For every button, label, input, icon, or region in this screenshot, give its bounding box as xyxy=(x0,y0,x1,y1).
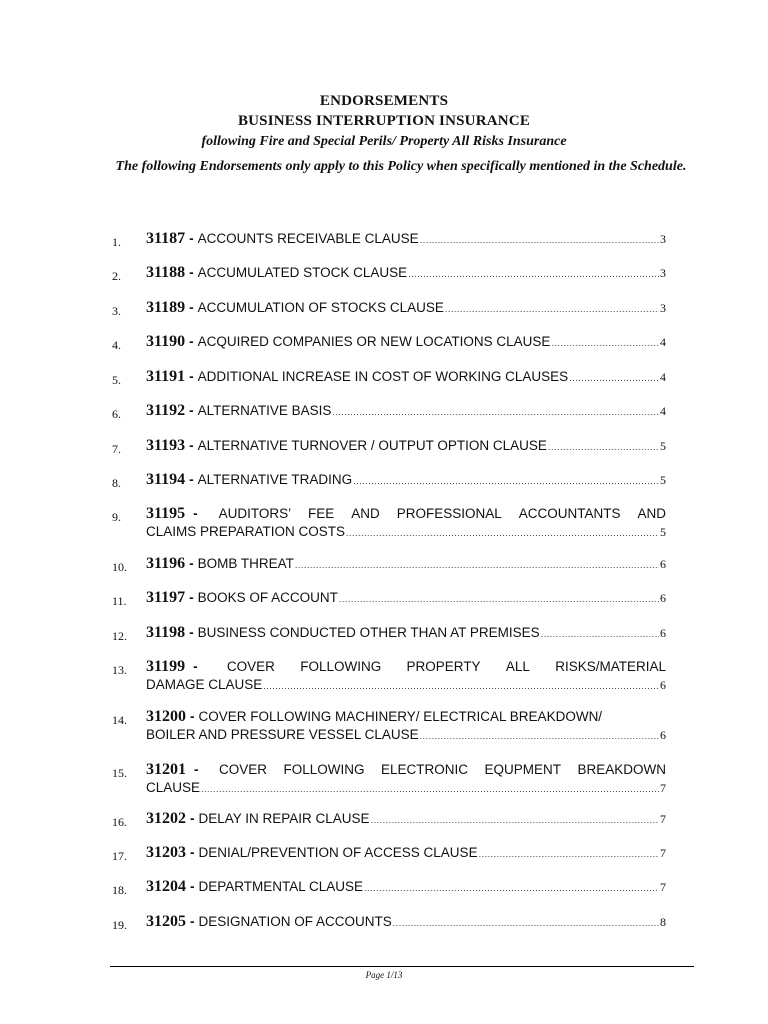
entry-code: 31205 xyxy=(146,913,186,930)
entry-page: 6 xyxy=(660,626,666,640)
entry-dash: - xyxy=(189,403,194,418)
entry-dash: - xyxy=(189,265,194,280)
entry-number: 11. xyxy=(112,594,127,608)
entry-title-continuation: CLAUSE xyxy=(146,780,201,795)
entry-page: 8 xyxy=(660,915,666,929)
entry-title-word: FOLLOWING xyxy=(300,659,382,674)
entry-code: 31187 xyxy=(146,230,186,247)
entry-number: 4. xyxy=(112,338,121,352)
entry-title-word: AND xyxy=(637,506,666,521)
entry-page: 7 xyxy=(660,812,666,826)
dot-leader xyxy=(371,815,659,825)
entry-dash: - xyxy=(189,590,194,605)
entry-title-word: ELECTRONIC xyxy=(380,762,468,777)
entry-title: DEPARTMENTAL CLAUSE xyxy=(198,879,364,894)
page-number: Page 1/13 xyxy=(365,970,403,980)
dot-leader xyxy=(420,731,659,741)
entry-title: ADDITIONAL INCREASE IN COST OF WORKING CLAUSES xyxy=(197,369,569,384)
entry-title: ALTERNATIVE BASIS xyxy=(197,403,332,418)
entry-dash: - xyxy=(189,334,194,349)
entry-title: ACQUIRED COMPANIES OR NEW LOCATIONS CLAUSE xyxy=(197,334,551,349)
entry-number: 13. xyxy=(112,663,127,677)
entry-title-word: ACCOUNTANTS xyxy=(518,506,621,521)
entry-title: BUSINESS CONDUCTED OTHER THAN AT PREMISES xyxy=(197,625,540,640)
dot-leader xyxy=(201,784,659,794)
entry-title-continuation: CLAIMS PREPARATION COSTS xyxy=(146,524,346,539)
entry-code: 31189 xyxy=(146,299,186,316)
dot-leader xyxy=(332,407,659,417)
entry-title-word: FEE xyxy=(308,506,335,521)
entry-number: 5. xyxy=(112,373,121,387)
entry-code: 31193 xyxy=(146,437,186,454)
entry-dash: - xyxy=(190,709,195,724)
entry-number: 7. xyxy=(112,442,121,456)
entry-page: 3 xyxy=(660,266,666,280)
entry-code: 31204 xyxy=(146,878,186,895)
document-title: ENDORSEMENTS xyxy=(319,93,449,109)
entry-title: ALTERNATIVE TURNOVER / OUTPUT OPTION CLAUSE xyxy=(197,438,547,453)
entry-dash: - xyxy=(189,472,194,487)
entry-dash: - xyxy=(190,914,195,929)
entry-page: 7 xyxy=(660,880,666,894)
entry-title-word: COVER xyxy=(226,659,275,674)
entry-number: 14. xyxy=(112,713,127,727)
dot-leader xyxy=(569,373,659,383)
dot-leader xyxy=(479,849,659,859)
dot-leader xyxy=(548,442,659,452)
entry-number: 15. xyxy=(112,766,127,780)
dot-leader xyxy=(408,269,659,279)
dot-leader xyxy=(364,883,659,893)
entry-page: 3 xyxy=(660,232,666,246)
entry-code: 31198 xyxy=(146,624,186,641)
entry-page: 4 xyxy=(660,404,666,418)
dot-leader xyxy=(263,681,659,691)
entry-title: ACCUMULATED STOCK CLAUSE xyxy=(197,265,408,280)
dot-leader xyxy=(551,338,659,348)
entry-page: 6 xyxy=(660,591,666,605)
entry-number: 19. xyxy=(112,918,127,932)
entry-dash: - xyxy=(189,556,194,571)
entry-code: 31200 xyxy=(146,708,186,725)
entry-dash: - xyxy=(189,625,194,640)
entry-title-word: AND xyxy=(351,506,380,521)
entry-code: 31191 xyxy=(146,368,186,385)
entry-dash: - xyxy=(194,762,199,777)
entry-code: 31192 xyxy=(146,402,186,419)
entry-code: 31197 xyxy=(146,589,186,606)
entry-dash: - xyxy=(190,845,195,860)
entry-page: 5 xyxy=(660,439,666,453)
entry-page: 6 xyxy=(660,678,666,692)
dot-leader xyxy=(393,918,659,928)
entry-code: 31201 xyxy=(146,761,186,778)
entry-number: 1. xyxy=(112,235,121,249)
entry-title: ACCUMULATION OF STOCKS CLAUSE xyxy=(197,300,444,315)
entry-code: 31199 xyxy=(146,658,186,675)
entry-title-continuation: BOILER AND PRESSURE VESSEL CLAUSE xyxy=(146,727,419,742)
entry-number: 9. xyxy=(112,510,121,524)
entry-title-word: FOLLOWING xyxy=(283,762,365,777)
entry-title-word: COVER xyxy=(218,762,267,777)
dot-leader xyxy=(353,476,659,486)
entry-code: 31203 xyxy=(146,844,186,861)
entry-dash: - xyxy=(189,438,194,453)
entry-page: 4 xyxy=(660,335,666,349)
dot-leader xyxy=(445,304,659,314)
entry-title: COVER FOLLOWING MACHINERY/ ELECTRICAL BREAKDOWN/ xyxy=(198,709,603,724)
entry-page: 3 xyxy=(660,301,666,315)
document-subtitle: BUSINESS INTERRUPTION INSURANCE xyxy=(237,113,531,129)
entry-title: DESIGNATION OF ACCOUNTS xyxy=(198,914,392,929)
entry-title: ACCOUNTS RECEIVABLE CLAUSE xyxy=(197,231,419,246)
document-italic-subtitle: following Fire and Special Perils/ Property All Risks Insurance xyxy=(201,134,567,149)
entry-title-word: PROFESSIONAL xyxy=(396,506,502,521)
entry-dash: - xyxy=(193,659,198,674)
entry-page: 6 xyxy=(660,557,666,571)
entry-dash: - xyxy=(190,879,195,894)
entry-title: BOOKS OF ACCOUNT xyxy=(197,590,338,605)
entry-code: 31190 xyxy=(146,333,186,350)
entry-page: 5 xyxy=(660,525,666,539)
entry-title-word: EQUPMENT xyxy=(484,762,561,777)
footer-divider xyxy=(110,966,694,967)
dot-leader xyxy=(541,629,659,639)
entry-title-word: AUDITORS’ xyxy=(218,506,292,521)
entry-code: 31188 xyxy=(146,264,186,281)
entry-dash: - xyxy=(189,231,194,246)
entry-code: 31202 xyxy=(146,810,186,827)
entry-number: 16. xyxy=(112,815,127,829)
entry-number: 12. xyxy=(112,629,127,643)
entry-title-word: RISKS/MATERIAL xyxy=(555,659,666,674)
entry-page: 4 xyxy=(660,370,666,384)
entry-number: 6. xyxy=(112,407,121,421)
entry-page: 6 xyxy=(660,728,666,742)
entry-dash: - xyxy=(189,300,194,315)
entry-title: BOMB THREAT xyxy=(197,556,294,571)
entry-title: ALTERNATIVE TRADING xyxy=(197,472,353,487)
entry-number: 17. xyxy=(112,849,127,863)
entry-dash: - xyxy=(190,811,195,826)
entry-title-continuation: DAMAGE CLAUSE xyxy=(146,677,263,692)
entry-dash: - xyxy=(189,369,194,384)
entry-title: DENIAL/PREVENTION OF ACCESS CLAUSE xyxy=(198,845,478,860)
dot-leader xyxy=(420,235,659,245)
policy-notice: The following Endorsements only apply to this Policy when specifically mentioned in the Schedule. xyxy=(115,159,687,174)
entry-code: 31196 xyxy=(146,555,186,572)
entry-page: 5 xyxy=(660,473,666,487)
dot-leader xyxy=(339,594,659,604)
entry-page: 7 xyxy=(660,846,666,860)
entry-title-word: BREAKDOWN xyxy=(577,762,666,777)
entry-dash: - xyxy=(193,506,198,521)
dot-leader xyxy=(295,560,659,570)
entry-number: 18. xyxy=(112,883,127,897)
entry-title-word: PROPERTY xyxy=(406,659,481,674)
entry-number: 8. xyxy=(112,476,121,490)
entry-number: 2. xyxy=(112,269,121,283)
entry-page: 7 xyxy=(660,781,666,795)
dot-leader xyxy=(346,528,659,538)
entry-title: DELAY IN REPAIR CLAUSE xyxy=(198,811,370,826)
entry-number: 10. xyxy=(112,560,127,574)
entry-code: 31195 xyxy=(146,505,186,522)
entry-code: 31194 xyxy=(146,471,186,488)
entry-title-word: ALL xyxy=(505,659,530,674)
entry-number: 3. xyxy=(112,304,121,318)
